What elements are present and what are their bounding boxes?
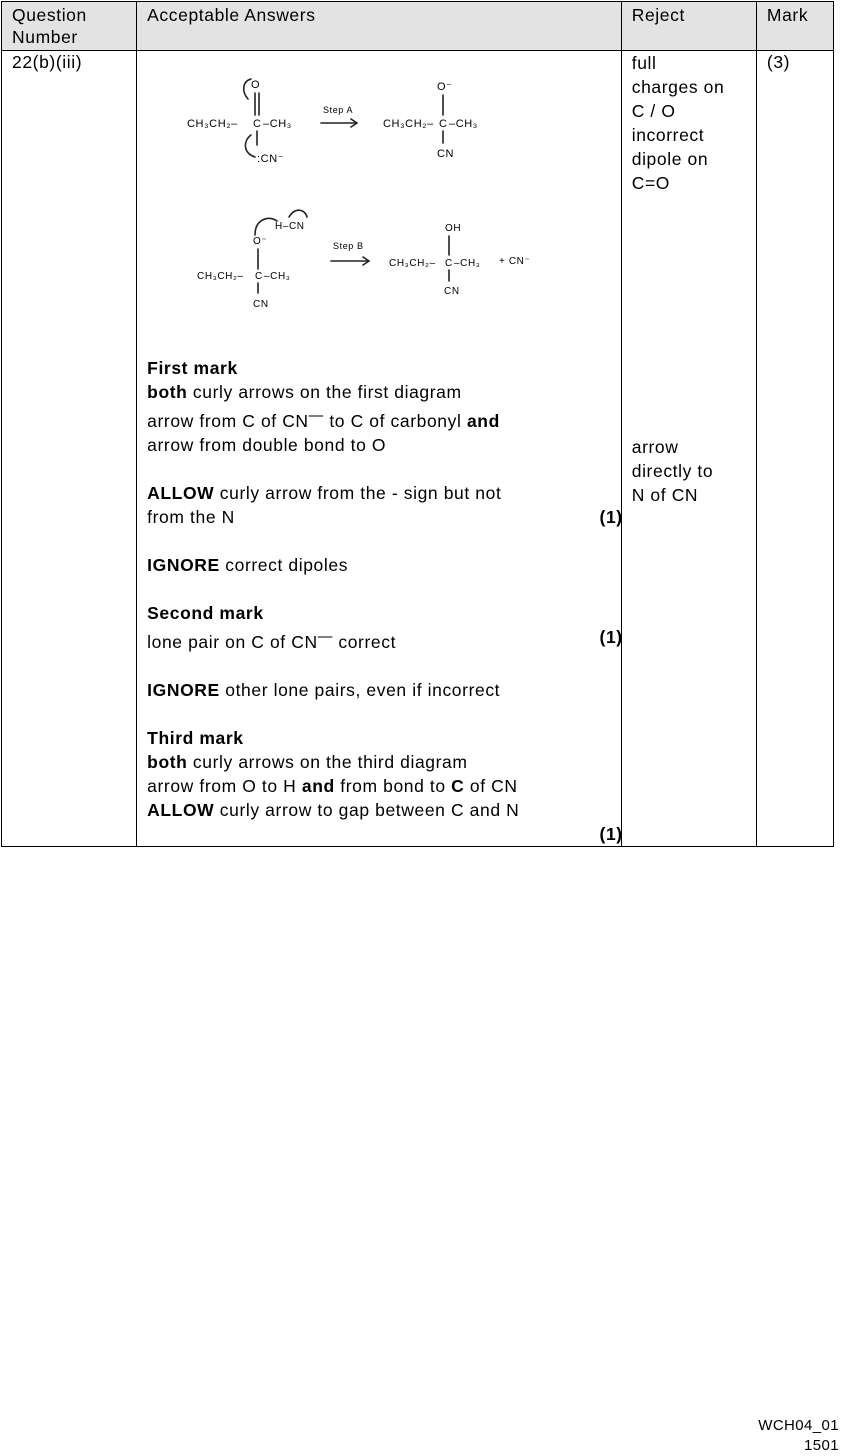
curly-arrow-double-bond	[244, 79, 251, 99]
header-row	[2, 2, 834, 51]
step2-reactant-reagent: H–CN	[275, 221, 305, 232]
reject-line: charges on	[631, 77, 725, 97]
step2-reactant	[197, 210, 307, 310]
reject-line: incorrect	[631, 125, 705, 145]
reject-line: full	[631, 53, 657, 73]
reject-line: dipole on	[631, 149, 709, 169]
allow1-line1: ALLOW curly arrow from the - sign but not	[147, 482, 502, 503]
reject-cell	[621, 51, 756, 847]
header-acceptable-answers: Acceptable Answers	[137, 2, 622, 51]
header-mark: Mark	[756, 2, 833, 51]
step2-product	[389, 223, 530, 297]
step1-product-center: C	[439, 118, 448, 130]
reject-line: N of CN	[631, 485, 699, 505]
step1-reactant-bottom: :CN⁻	[257, 153, 285, 165]
question-number: 22(b)(iii)	[12, 52, 83, 72]
third-mark-value: (1)	[599, 823, 623, 844]
curly-arrow-cn	[246, 135, 256, 157]
second-mark-title: Second mark	[147, 602, 264, 623]
reject-line: directly to	[631, 461, 714, 481]
second-mark-value: (1)	[599, 626, 623, 647]
step2-reactant-left: CH₃CH₂–	[197, 271, 244, 282]
step1-product	[383, 81, 478, 160]
step2-reactant-top: O⁻	[253, 236, 268, 247]
step1-product-right: –CH₃	[449, 118, 479, 130]
step2-reactant-right: –CH₃	[264, 271, 291, 282]
reject-line: C=O	[631, 173, 671, 193]
step1-reactant-top: O	[251, 79, 261, 91]
mechanism-diagram	[147, 61, 567, 321]
ignore1-line: IGNORE correct dipoles	[147, 554, 349, 575]
step1-arrow-label: Step A	[323, 105, 354, 115]
step2-arrow-label: Step B	[333, 241, 364, 251]
curly-arrow-o-to-h	[255, 218, 277, 235]
step1-product-bottom: CN	[437, 148, 455, 160]
first-mark-line1: both curly arrows on the first diagram	[147, 382, 462, 402]
page-footer	[758, 1416, 839, 1456]
third-mark-line2: arrow from O to H and from bond to C of CN	[147, 775, 518, 796]
answer-row	[2, 51, 834, 847]
allow1-line2: from the N (1)	[147, 506, 623, 527]
mark-scheme-table	[1, 1, 834, 847]
third-mark-title: Third mark	[147, 727, 244, 748]
step1-product-top: O⁻	[437, 81, 453, 93]
first-mark-line3: arrow from double bond to O	[147, 434, 387, 455]
allow2-line: ALLOW curly arrow to gap between C and N	[147, 799, 520, 820]
step2-product-center: C	[445, 258, 453, 269]
step2-product-top: OH	[445, 223, 462, 234]
step2-product-right: –CH₃	[454, 258, 481, 269]
step2-product-bottom: CN	[444, 286, 460, 297]
first-mark-line2: arrow from C of CN— to C of carbonyl and	[147, 408, 500, 431]
paper-code: WCH04_01	[758, 1417, 839, 1434]
acceptable-answers-cell	[137, 51, 622, 847]
step1-arrow	[321, 105, 357, 127]
third-mark-line1: both curly arrows on the third diagram	[147, 751, 468, 772]
step2-reactant-center: C	[255, 271, 263, 282]
first-mark-value: (1)	[599, 506, 623, 527]
header-reject: Reject	[621, 2, 756, 51]
total-mark: (3)	[766, 52, 791, 72]
step1-reactant-left: CH₃CH₂–	[187, 118, 238, 130]
header-question-number: Question Number	[2, 2, 137, 51]
step2-arrow	[331, 241, 369, 265]
curly-arrow-bond-to-c	[289, 210, 307, 217]
step1-reactant-center: C	[253, 118, 262, 130]
step1-reactant-right: –CH₃	[263, 118, 293, 130]
third-mark-value-line	[147, 822, 623, 846]
step1-product-left: CH₃CH₂–	[383, 118, 434, 130]
reject-line: arrow	[631, 437, 679, 457]
ignore2-line: IGNORE other lone pairs, even if incorrect	[147, 679, 501, 700]
step2-reactant-bottom: CN	[253, 299, 269, 310]
mark-cell	[756, 51, 833, 847]
answers-text	[147, 356, 623, 846]
second-mark-line: lone pair on C of CN— correct (1)	[147, 626, 623, 652]
paper-date: 1501	[804, 1437, 839, 1454]
step2-product-left: CH₃CH₂–	[389, 258, 436, 269]
step2-product-byproduct: + CN⁻	[499, 256, 531, 267]
question-number-cell	[2, 51, 137, 847]
reject-line: C / O	[631, 101, 676, 121]
first-mark-title: First mark	[147, 358, 238, 378]
step1-reactant	[187, 79, 292, 165]
